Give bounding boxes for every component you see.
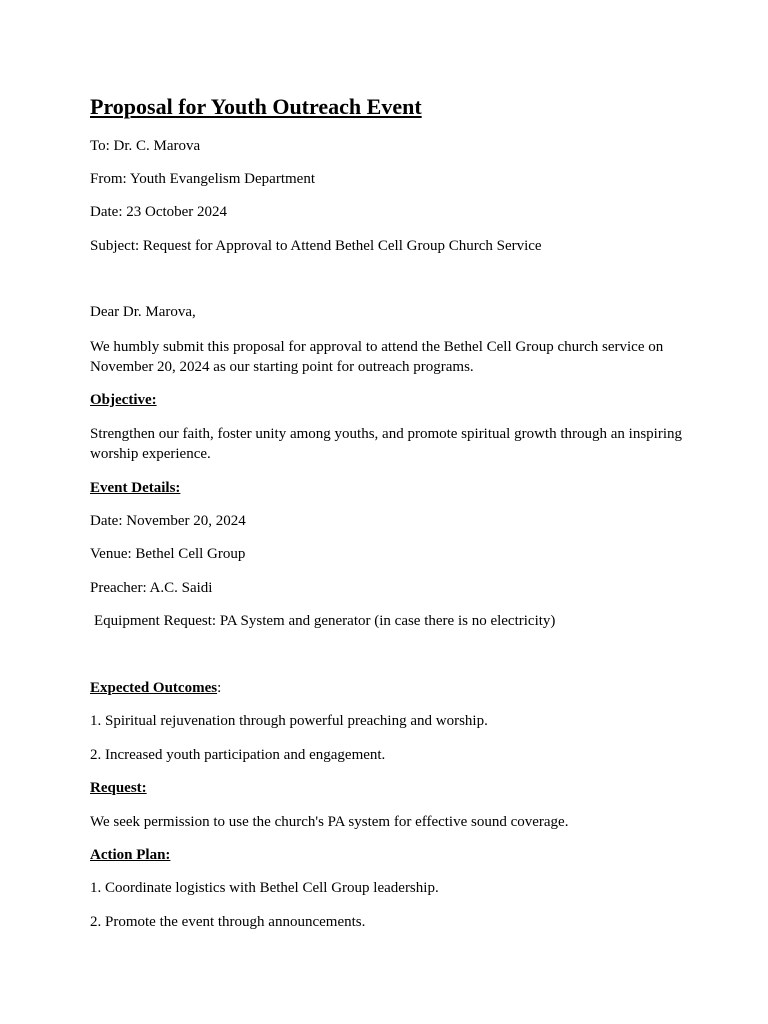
- objective-text: Strengthen our faith, foster unity among youths, and promote spiritual growth through an inspiring worship experience.: [90, 426, 682, 462]
- event-details-heading: Event Details:: [90, 480, 181, 496]
- outcome-item: 1. Spiritual rejuvenation through powerful preaching and worship.: [90, 713, 488, 729]
- intro-paragraph: We humbly submit this proposal for approval to attend the Bethel Cell Group church service on November 20, 2024 as our starting point for outreach programs.: [90, 339, 664, 375]
- objective-heading: Objective:: [90, 392, 157, 408]
- from-line: From: Youth Evangelism Department: [90, 171, 315, 187]
- event-date: Date: November 20, 2024: [90, 513, 246, 529]
- event-equipment: Equipment Request: PA System and generator (in case there is no electricity): [94, 613, 556, 629]
- request-heading: Request:: [90, 780, 147, 796]
- action-plan-item: 2. Promote the event through announcements.: [90, 914, 366, 930]
- request-text: We seek permission to use the church's PA system for effective sound coverage.: [90, 814, 569, 830]
- event-preacher: Preacher: A.C. Saidi: [90, 580, 213, 596]
- to-line: To: Dr. C. Marova: [90, 138, 201, 154]
- date-line: Date: 23 October 2024: [90, 204, 228, 220]
- expected-outcomes-heading: Expected Outcomes: [90, 680, 218, 696]
- action-plan-item: 1. Coordinate logistics with Bethel Cell Group leadership.: [90, 880, 439, 896]
- action-plan-heading: Action Plan:: [90, 847, 171, 863]
- expected-outcomes-heading-line: [90, 678, 221, 698]
- salutation: Dear Dr. Marova,: [90, 304, 196, 320]
- subject-line: Subject: Request for Approval to Attend Bethel Cell Group Church Service: [90, 238, 542, 254]
- document-title: Proposal for Youth Outreach Event: [90, 94, 422, 119]
- event-venue: Venue: Bethel Cell Group: [90, 546, 246, 562]
- expected-outcomes-colon: :: [217, 680, 222, 696]
- outcome-item: 2. Increased youth participation and engagement.: [90, 747, 386, 763]
